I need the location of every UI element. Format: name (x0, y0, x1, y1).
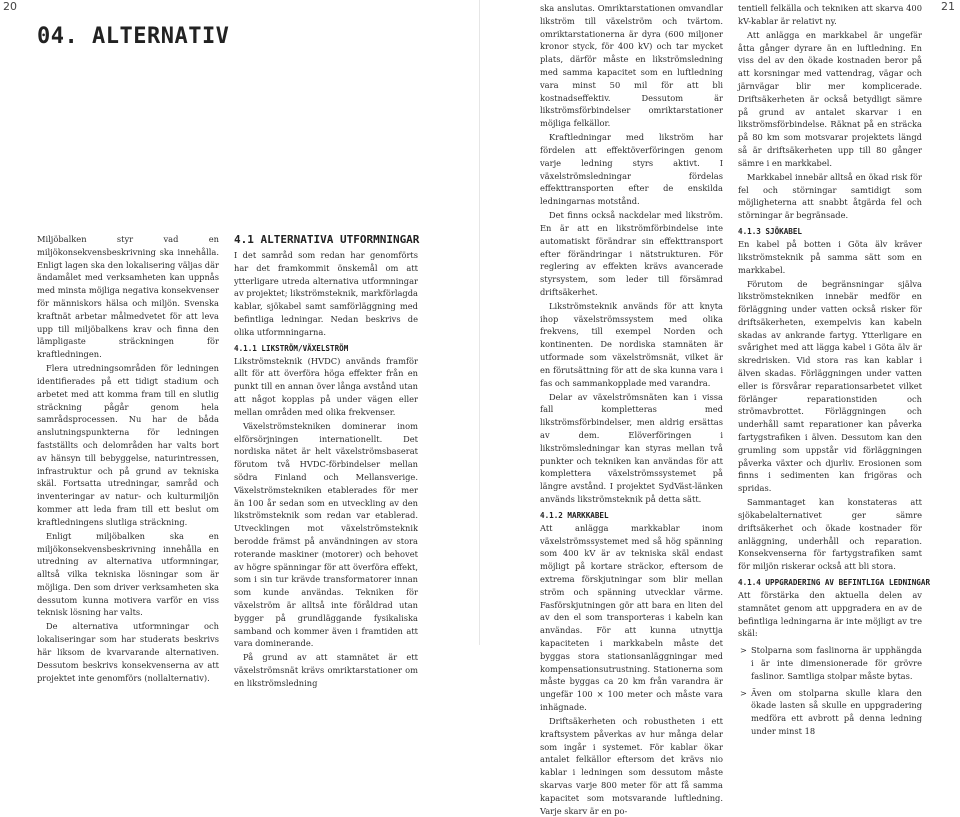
paragraph: Sammantaget kan konstateras att sjökabelalternativet ger sämre driftsäkerhet och ökade kostnader för anläggning, underhåll och reparation. Konsekvenserna för fartygstrafiken samt för miljön riskerar också att bli stora. (738, 497, 922, 572)
paragraph: Att anlägga en markkabel är ungefär åtta gånger dyrare än en luftledning. En viss del av den ökade kostnaden beror på att korsningar med vattendrag, vägar och järnvägar blir mer komplicerade. Driftsäkerheten är också betydligt sämre på grund av antalet skarvar i en likströmsförbindelse. Räknat på en sträcka på 80 km som motsvarar projektets längd så är driftsäkerheten upp till 80 gånger sämre i en markkabel. (738, 29, 922, 168)
paragraph: Att anlägga markkablar inom växelströmssystemet med så hög spänning som 400 kV är av tekniska skäl endast möjligt på kortare sträckor, eftersom de extrema förskjutningar som blir mellan ström och spänning utvecklar värme. Fasförskjutningen gör att bara en liten del av den el som transporteras i kabeln kan användas. För att kunna utnyttja kapaciteten i markkabeln måste det byggas stora stationsanläggningar med kompensationsutrustning. Stationerna som måste byggas ca 20 km från varandra är ungefär 100 × 100 meter och måste vara inhägnade. (540, 522, 723, 712)
paragraph: tentiell felkälla och tekniken att skarva 400 kV-kablar är relativt ny. (738, 3, 922, 26)
paragraph: Likströmsteknik används för att knyta ihop växelströmssystem med olika frekvens, till exempel Norden och kontinenten. De nordiska stamnäten är utformade som växelströmsnät, vilket är en förutsättning för att de ska kunna vara i fas och sammankopplade med varandra. (540, 300, 723, 388)
page-number-left: 20 (3, 0, 17, 13)
paragraph: Flera utredningsområden för ledningen identifierades på ett tidigt stadium och arbetet med att komma fram till en slutlig sträckning pågår genom hela samrådsprocessen. Nu har de båda anslutningspunkterna för ledningen fastställts och delområden har valts bort av hänsyn till bebyggelse, naturintressen, infrastruktur och på grund av tekniska skäl. Fortsatta utredningar, samråd och inventeringar av natur- och kulturmiljön kommer att leda fram till ett beslut om kraftledningens slutliga sträckning. (37, 363, 219, 527)
column-2 (234, 233, 420, 688)
spread-divider (479, 0, 480, 645)
column-1 (37, 233, 219, 683)
section-heading-4-1: 4.1 ALTERNATIVA UTFORMNINGAR (234, 233, 420, 246)
paragraph: De alternativa utformningar och lokaliseringar som har studerats beskrivs här liksom de kvarvarande alternativen. Dessutom beskrivs konsekvenserna av att projektet inte genomförs (nollalternativ). (37, 621, 219, 683)
paragraph: Miljöbalken styr vad en miljökonsekvensbeskrivning ska innehålla. Enligt lagen ska den lokalisering väljas där ändamålet med verksamheten kan uppnås med minsta möjliga negativa konsekvenser för människors hälsa och miljön. Svenska kraftnät arbetar målmedvetet för att leva upp till miljöbalkens krav och finna den lämpligaste sträckningen för kraftledningen. (37, 234, 219, 360)
paragraph: En kabel på botten i Göta älv kräver likströmsteknik på samma sätt som en markkabel. (738, 238, 922, 275)
paragraph: Markkabel innebär alltså en ökad risk för fel och störningar samtidigt som möjligheterna att snabbt åtgärda fel och störningar är begränsade. (738, 171, 922, 221)
paragraph: I det samråd som redan har genomförts har det framkommit önskemål om att ytterligare utreda alternativa utformningar av projektet; likströmsteknik, markförlagda kablar, sjökabel samt samförläggning med befintliga ledningar. Nedan beskrivs de olika utformningarna. (234, 250, 418, 337)
column-3 (540, 2, 723, 816)
column-4 (738, 2, 931, 736)
paragraph: Förutom de begränsningar själva likströmstekniken innebär medför en förläggning under vatten också risker för driftsäkerheten, exempelvis kan kabeln skadas av ankrande fartyg. Ytterligare en svårighet med att lägga kabel i Göta älv är skredrisken. Vid stora ras kan kablar i älven skadas. Förläggningen under vatten eller is försvårar reparationsarbetet vilket förlänger reparationstiden och strömavbrottet. Förläggningen och underhåll samt reparationer kan påverka fartygstrafiken i älven. Dessutom kan den grumling som uppstår vid förläggningen påverka växter och djurliv. Erosionen som finns i sedimenten kan frigöras och spridas. (738, 278, 922, 494)
paragraph: Driftsäkerheten och robustheten i ett kraftsystem påverkas av hur många delar som ingår i systemet. För kablar ökar antalet felkällor eftersom det krävs nio kablar i ledningen som dessutom måste skarvas varje 800 meter för att få samma kapacitet som motsvarande luftledning. Varje skarv är en po- (540, 715, 723, 816)
paragraph: ska anslutas. Omriktarstationen omvandlar likström till växelström och tvärtom. omriktarstationerna är dyra (600 miljoner kronor styck, för 400 kV) och tar mycket plats, därför måste en likströmsledning med samma kapacitet som en luftledning vara minst 50 mil för att bli kostnadseffektiv. Dessutom är likströmsförbindelser omriktarstationer möjliga felkällor. (540, 3, 723, 129)
list-item: > Stolparna som faslinorna är upphängda i är inte dimensionerade för grövre faslinor. Samtliga stolpar måste bytas. (738, 644, 922, 682)
paragraph: Det finns också nackdelar med likström. En är att en likströmförbindelse inte automatiskt förändrar sin effekttransport efter förändringar i nätstrukturen. För reglering av effekten krävs avancerade styrsystem, som leder till försämrad driftsäkerhet. (540, 210, 723, 297)
paragraph: Kraftledningar med likström har fördelen att effektöverföringen genom varje ledning styrs aktivt. I växelströmsledningar fördelas effekttransporten efter de enskilda ledningarnas motstånd. (540, 132, 723, 207)
paragraph: Att förstärka den aktuella delen av stamnätet genom att uppgradera en av de befintliga ledningarna är inte möjligt av tre skäl: (738, 590, 922, 639)
section-heading-4-1-2: 4.1.2 MARKKABEL (540, 510, 609, 520)
section-heading-4-1-1: 4.1.1 LIKSTRÖM/VÄXELSTRÖM (234, 343, 349, 353)
list-item: > Även om stolparna skulle klara den ökade lasten så skulle en uppgradering medföra ett avbrott på denna ledning under minst 18 (738, 687, 922, 738)
paragraph: På grund av att stamnätet är ett växelströmsnät krävs omriktarstationer om en likströmsledning (234, 652, 418, 688)
paragraph: Växelströmstekniken dominerar inom elförsörjningen internationellt. Det nordiska nätet är helt växelströmsbaserat förutom två HVDC-förbindelser mellan södra Finland och Mellansverige. Växelströmstekniken etablerades för mer än 100 år sedan som en utveckling av den likströmsteknik som redan var etablerad. Utvecklingen mot växelströmsteknik berodde främst på användningen av stora roterande maskiner (motorer) och behovet av högre spänningar för att överföra effekt, som i sin tur krävde transformatorer innan som kunde användas. Tekniken för växelström är alltså inte föråldrad utan bygger på grundläggande fysikaliska samband och kommer även i framtiden att vara dominerande. (234, 420, 418, 649)
paragraph: Likströmsteknik (HVDC) används framför allt för att överföra höga effekter från en punkt till en annan över långa avstånd utan att något kopplas på under vägen eller mellan områden med olika frekvenser. (234, 355, 418, 417)
bullet-list (738, 644, 922, 738)
paragraph: Delar av växelströmsnäten kan i vissa fall kompletteras med likströmsförbindelser, men aldrig ersättas av dem. Elöverföringen i likströmsledningar kan styras mellan två punkter och tekniken kan användas för att komplettera växelströmssystemet på längre avstånd. I projektet SydVäst-länken används likströmsteknik på detta sätt. (540, 391, 723, 505)
section-heading-4-1-3: 4.1.3 SJÖKABEL (738, 226, 803, 236)
page-number-right: 21 (941, 0, 955, 13)
section-heading-4-1-4: 4.1.4 UPPGRADERING AV BEFINTLIGA LEDNINGAR (738, 578, 931, 588)
paragraph: Enligt miljöbalken ska en miljökonsekvensbeskrivning innehålla en utredning av alternativa utformningar, alltså vilka tekniska lösningar som är möjliga. Den som driver verksamheten ska dessutom kunna motivera varför en viss teknisk lösning har valts. (37, 530, 219, 618)
chapter-title: 04. ALTERNATIV (37, 24, 230, 49)
